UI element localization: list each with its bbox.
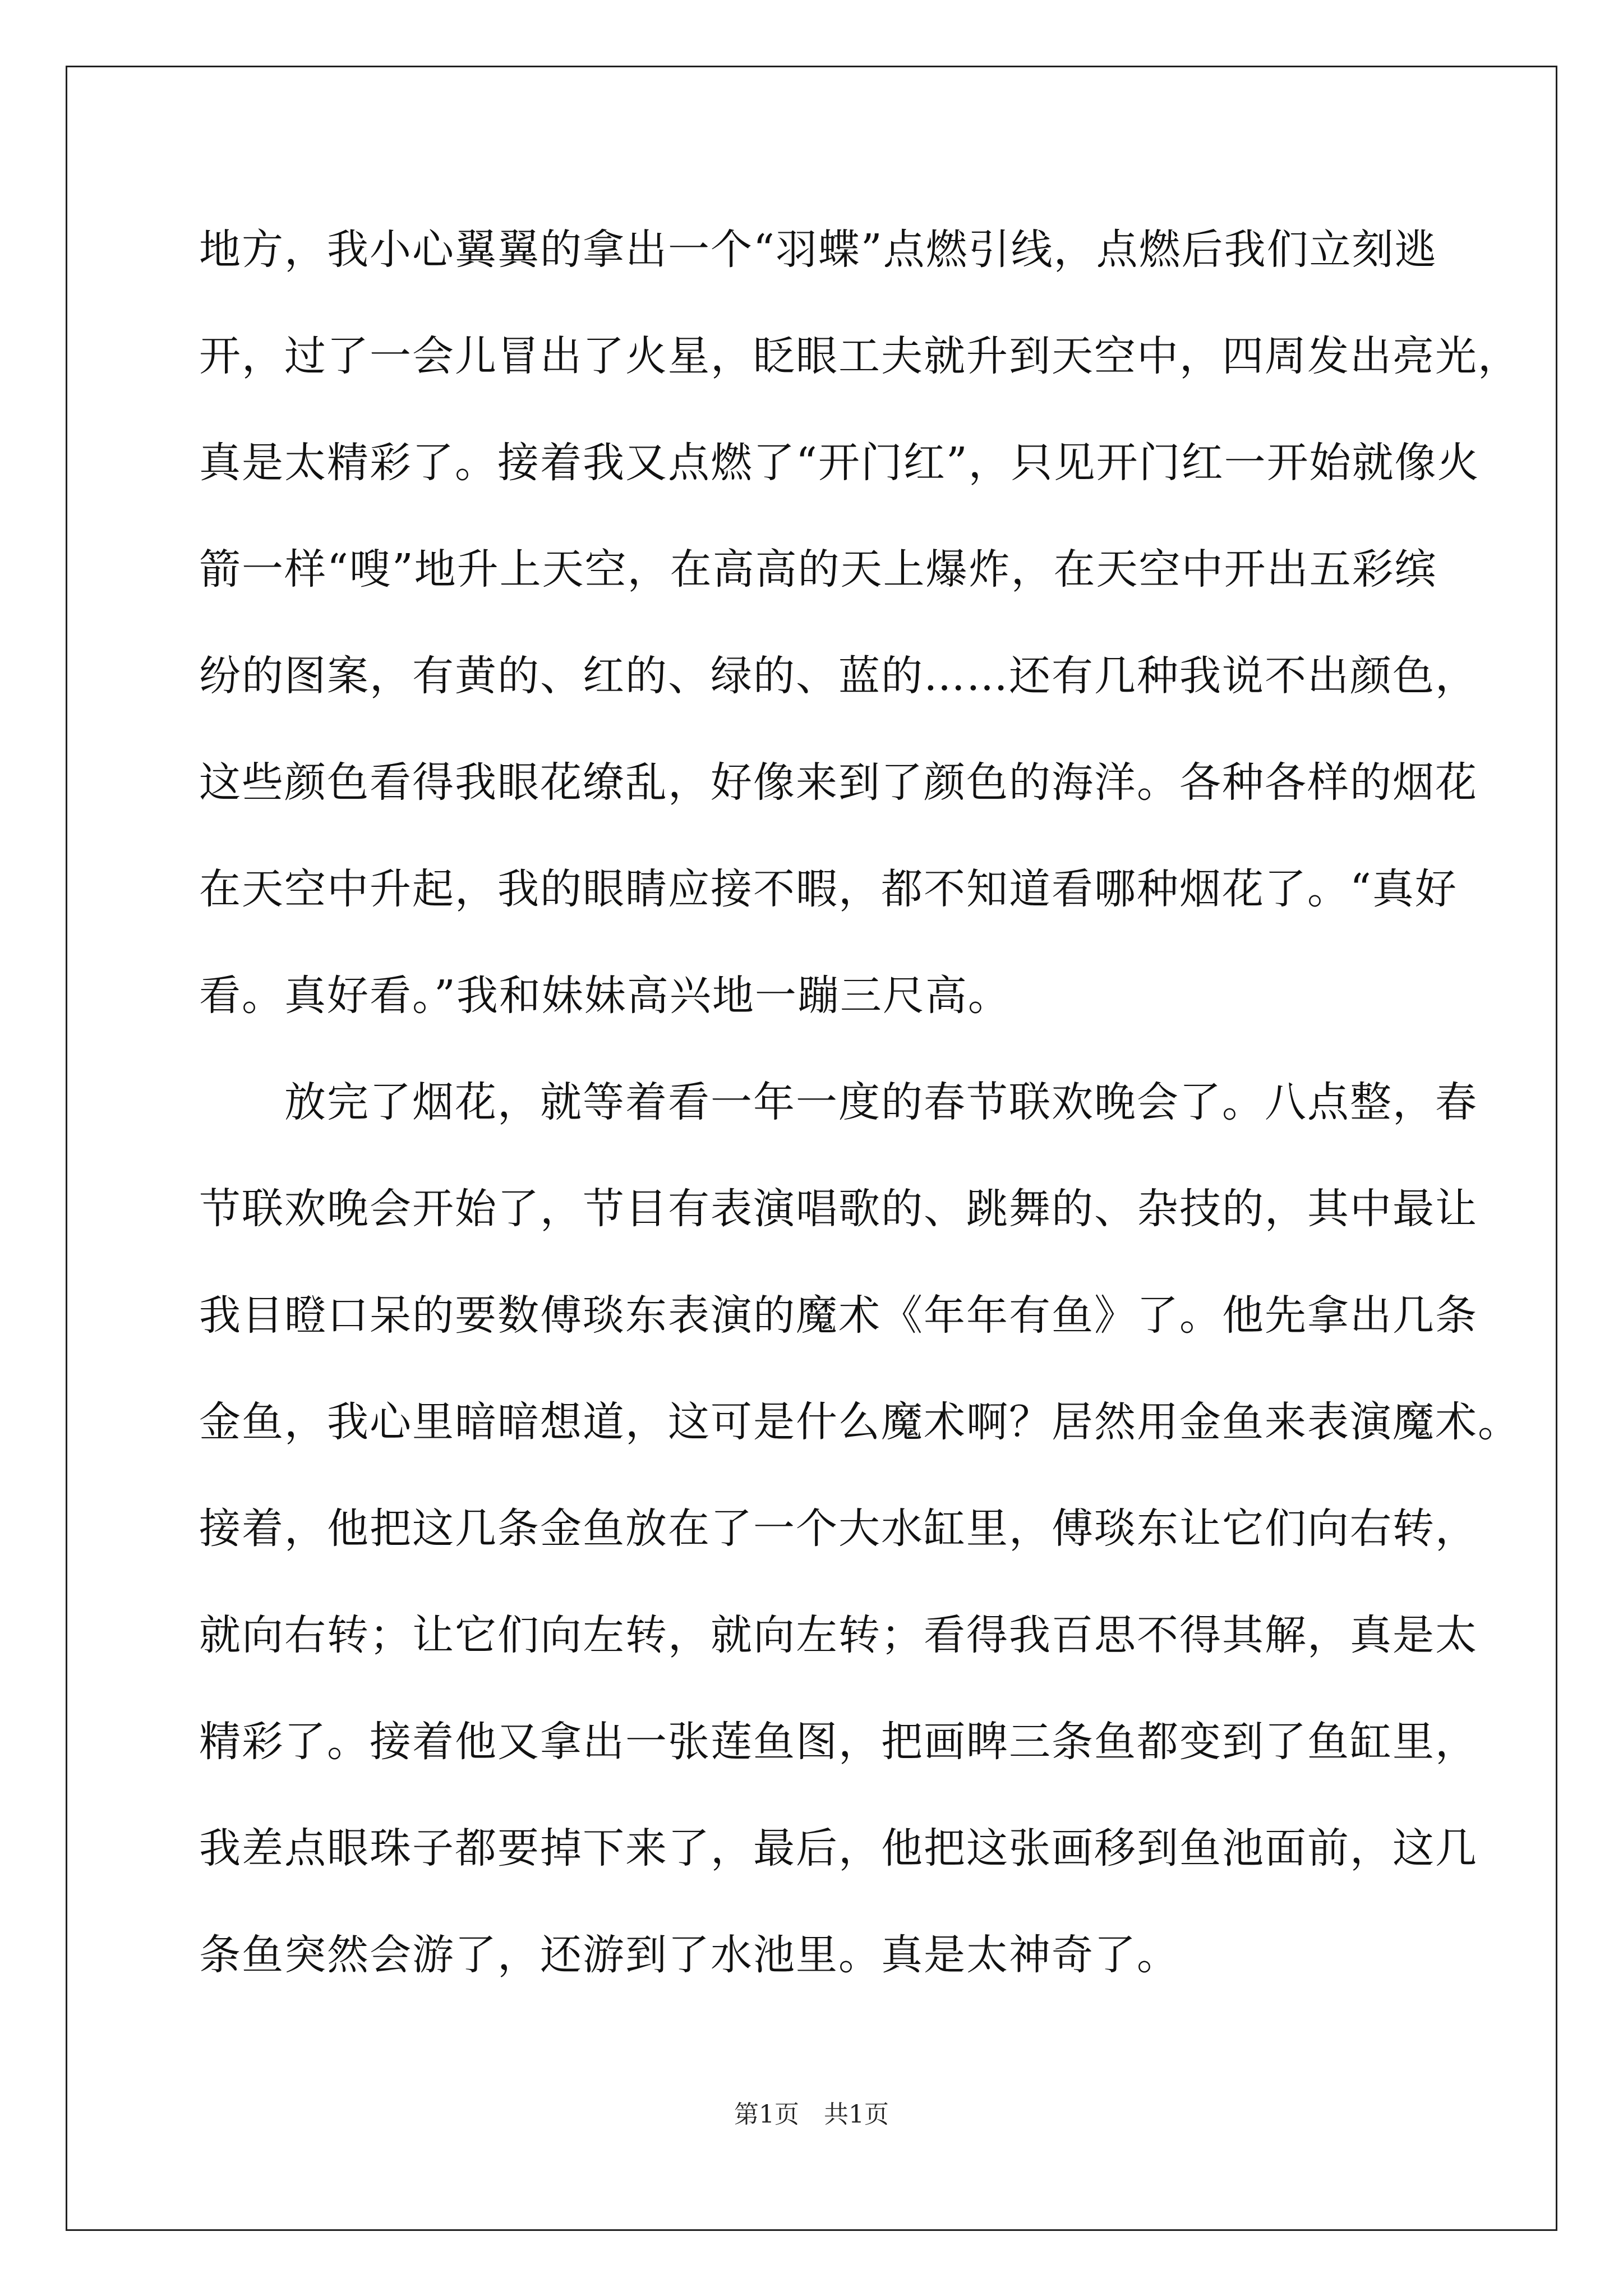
- text-line: 我目瞪口呆的要数傅琰东表演的魔术《年年有鱼》了。他先拿出几条: [199, 1291, 1478, 1340]
- text-line: 开，过了一会儿冒出了火星，眨眼工夫就升到天空中，四周发出亮光，: [199, 332, 1520, 380]
- text-line: 纷的图案，有黄的、红的、绿的、蓝的……还有几种我说不出颜色，: [199, 652, 1478, 700]
- text-line: 这些颜色看得我眼花缭乱，好像来到了颜色的海洋。各种各样的烟花: [199, 758, 1478, 807]
- text-line: 金鱼，我心里暗暗想道，这可是什么魔术啊？居然用金鱼来表演魔术。: [199, 1398, 1520, 1446]
- text-line: 精彩了。接着他又拿出一张莲鱼图，把画睥三条鱼都变到了鱼缸里，: [199, 1718, 1478, 1766]
- text-line: 地方，我小心翼翼的拿出一个“羽蝶”点燃引线，点燃后我们立刻逃: [199, 226, 1437, 274]
- text-line: 接着，他把这几条金鱼放在了一个大水缸里，傅琰东让它们向右转，: [199, 1504, 1478, 1553]
- text-line: 放完了烟花，就等着看一年一度的春节联欢晚会了。八点整，春: [199, 1078, 1478, 1126]
- text-line: 箭一样“嗖”地升上天空，在高高的天上爆炸，在天空中开出五彩缤: [199, 545, 1437, 593]
- text-line: 看。真好看。”我和妹妹高兴地一蹦三尺高。: [199, 972, 1011, 1020]
- page-number: 第1页 共1页: [734, 2100, 889, 2129]
- text-line: 在天空中升起，我的眼睛应接不暇，都不知道看哪种烟花了。“真好: [199, 865, 1458, 913]
- text-line: 就向右转；让它们向左转，就向左转；看得我百思不得其解，真是太: [199, 1611, 1478, 1659]
- text-line: 节联欢晚会开始了，节目有表演唱歌的、跳舞的、杂技的，其中最让: [199, 1185, 1478, 1233]
- text-line: 条鱼突然会游了，还游到了水池里。真是太神奇了。: [199, 1931, 1179, 1979]
- page-footer: [0, 2098, 1623, 2132]
- text-line: 我差点眼珠子都要掉下来了，最后，他把这张画移到鱼池面前，这几: [199, 1824, 1478, 1872]
- document-body: [199, 219, 1520, 2031]
- text-line: 真是太精彩了。接着我又点燃了“开门红”，只见开门红一开始就像火: [199, 439, 1480, 487]
